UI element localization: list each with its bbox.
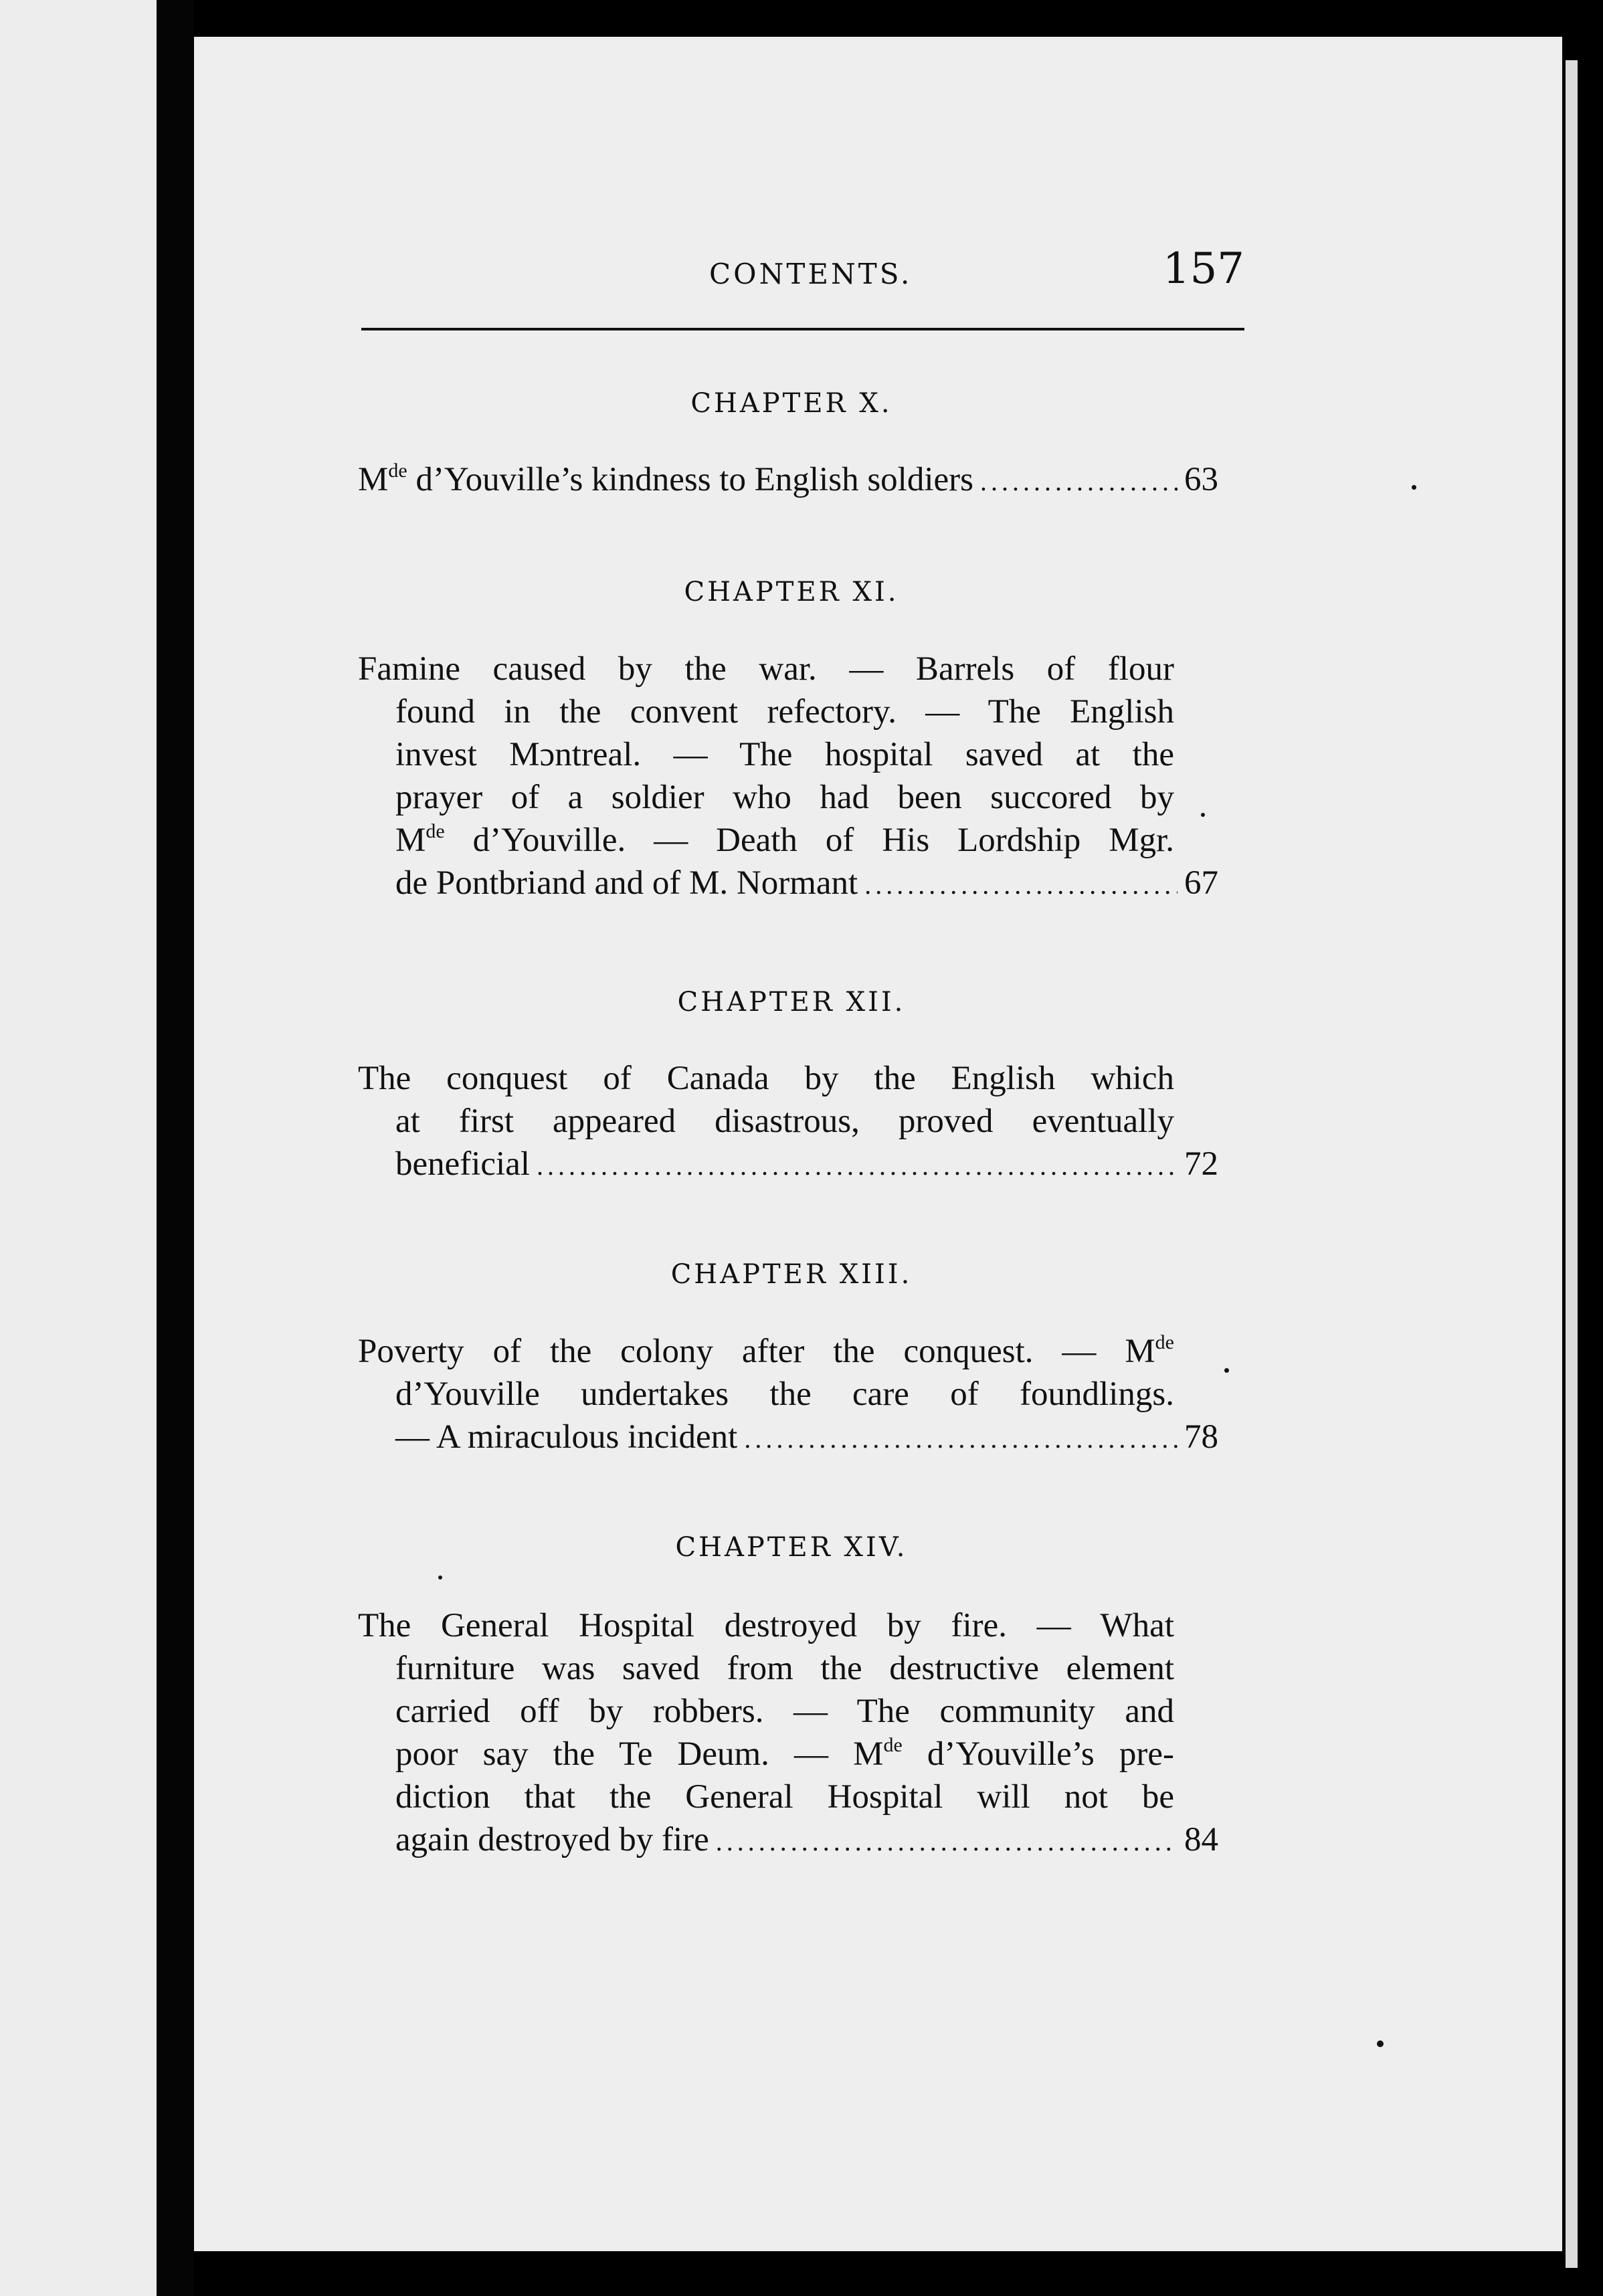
scan-speck — [1412, 485, 1416, 490]
scan-speck — [1224, 1368, 1229, 1373]
running-title: CONTENTS. — [709, 258, 913, 290]
page-number: 157 — [1162, 244, 1244, 294]
toc-line: Mde d’Youville. — Death of His Lordship Mgr. — [395, 820, 1174, 859]
toc-page-number: 78 — [1184, 1418, 1218, 1456]
toc-line: The conquest of Canada by the English which — [358, 1060, 1174, 1097]
toc-line: poor say the Te Deum. — Mde d’Youville’s pre- — [395, 1734, 1174, 1773]
previous-page-edge — [0, 0, 157, 2296]
toc-page-number: 67 — [1184, 864, 1218, 902]
toc-page-number: 84 — [1184, 1821, 1218, 1858]
running-header — [361, 241, 1244, 341]
toc-line: invest Mɔntreal. — The hospital saved at the — [395, 736, 1174, 773]
toc-line: — A miraculous incident ..... 78 — [395, 1416, 1224, 1460]
toc-entry — [358, 1057, 1228, 1187]
toc-line: Mde d’Youville’s kindness to English soldiers ..... 63 — [358, 458, 1224, 503]
toc-line: furniture was saved from the destructive element — [395, 1650, 1174, 1687]
toc-line: d’Youville undertakes the care of foundlings. — [395, 1375, 1174, 1413]
chapter-heading: CHAPTER XIII. — [670, 1259, 913, 1290]
leader-dots — [744, 1418, 1177, 1460]
toc-line: again destroyed by fire ..... 84 — [395, 1818, 1224, 1863]
leader-dots — [537, 1145, 1177, 1187]
toc-entry — [358, 648, 1228, 906]
scan-speck — [438, 1575, 442, 1580]
toc-entry — [358, 1604, 1228, 1863]
toc-line: beneficial ..... 72 — [395, 1143, 1224, 1187]
chapter-heading: CHAPTER XIV. — [675, 1532, 908, 1563]
toc-line: at first appeared disastrous, proved eventually — [395, 1103, 1174, 1140]
toc-page-number: 72 — [1184, 1145, 1218, 1183]
binding-gutter — [157, 0, 194, 2296]
chapter-heading: CHAPTER X. — [690, 388, 892, 419]
toc-line: carried off by robbers. — The community and — [395, 1693, 1174, 1730]
toc-page-number: 63 — [1184, 461, 1218, 498]
toc-line: found in the convent refectory. — The English — [395, 693, 1174, 731]
header-rule — [361, 328, 1244, 330]
chapter-heading: CHAPTER XII. — [677, 987, 906, 1018]
leader-dots — [716, 1820, 1177, 1863]
toc-line: diction that the General Hospital will not be — [395, 1778, 1174, 1816]
toc-entry — [358, 458, 1228, 503]
leader-dots — [864, 864, 1177, 906]
toc-line: prayer of a soldier who had been succored by — [395, 779, 1174, 816]
toc-line: The General Hospital destroyed by fire. — What — [358, 1607, 1174, 1644]
toc-line: de Pontbriand and of M. Normant ..... 67 — [395, 862, 1224, 906]
toc-line: Poverty of the colony after the conquest. — Mde — [358, 1331, 1174, 1370]
chapter-heading: CHAPTER XI. — [684, 577, 899, 607]
scan-speck — [1377, 2040, 1384, 2047]
toc-entry — [358, 1330, 1228, 1460]
toc-line: Famine caused by the war. — Barrels of flour — [358, 650, 1174, 688]
scan-speck — [1201, 813, 1205, 817]
leader-dots — [980, 460, 1177, 503]
